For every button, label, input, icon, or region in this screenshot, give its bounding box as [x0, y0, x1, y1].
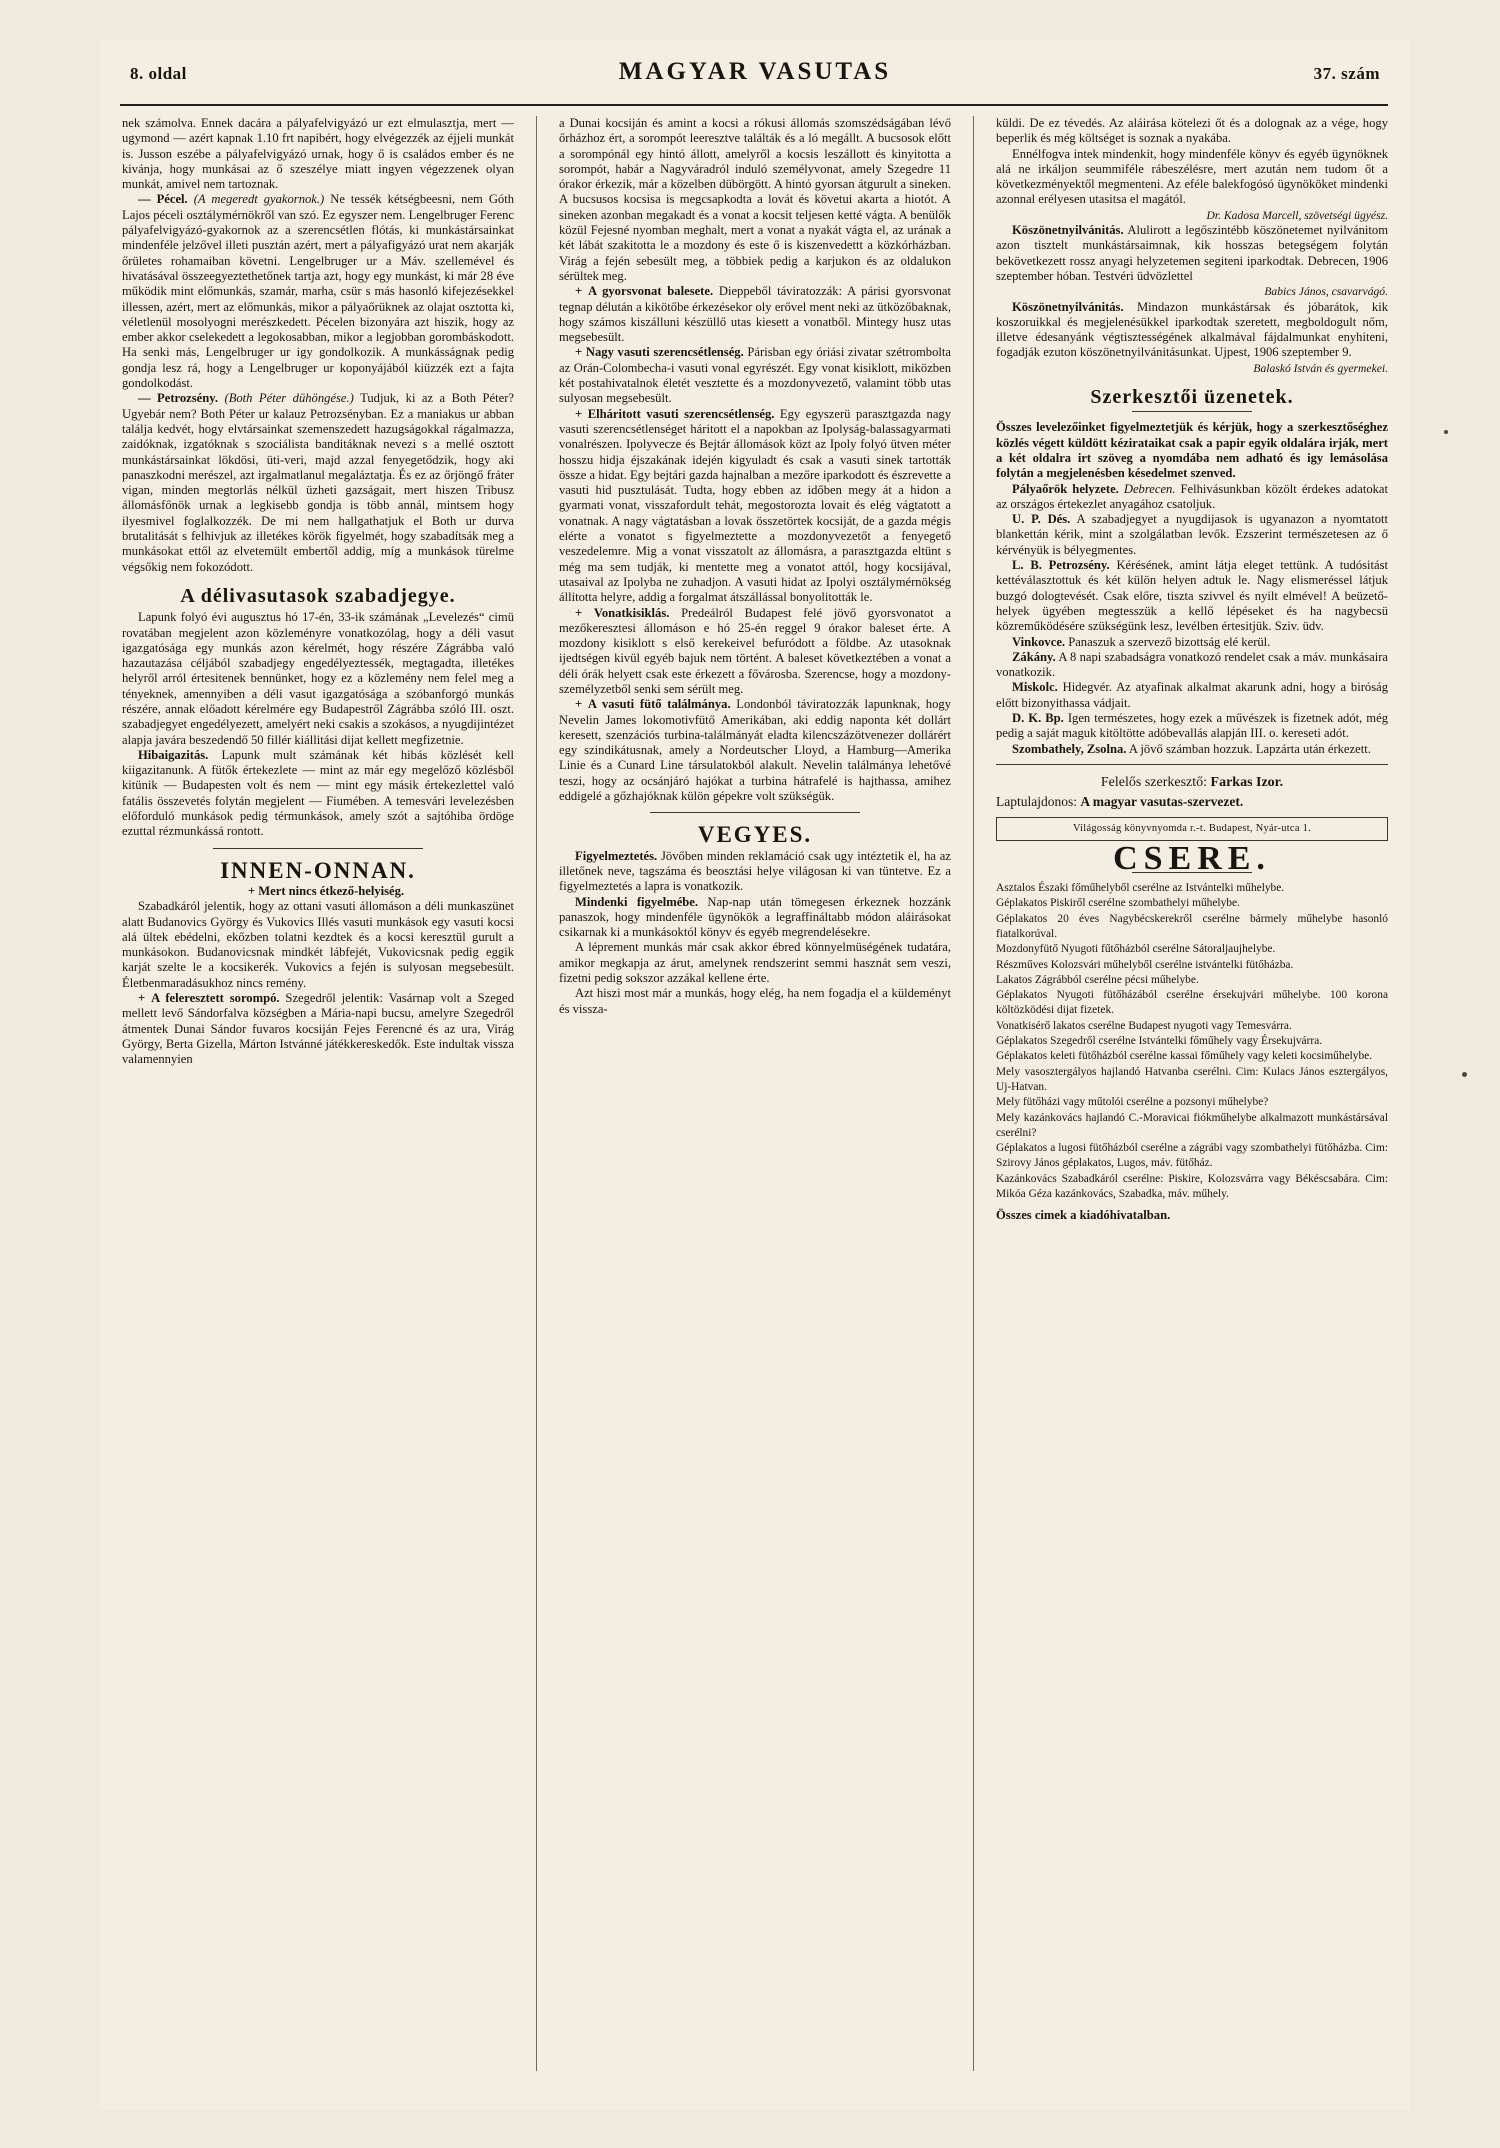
scan-speck — [1462, 1072, 1467, 1077]
responsible-editor-name: Farkas Izor. — [1210, 774, 1284, 790]
item-body: Alulirott a legőszintébb köszönetemet nyilvánitom azon tisztelt munkástársaimnak, kik hosszas betegségem folytán bekövetkezett rossz anyagi helyzetemen segiteni iparkodtak. Debrecen, 1906 szeptember hóban. Testvéri üdvözlettel — [996, 223, 1388, 283]
subsection-title: Elháritott vasuti szerencsétlenség. — [587, 406, 775, 421]
item-lead: Pályaőrök helyzete. — [1012, 481, 1119, 496]
list-item: Mozdonyfütő Nyugoti fűtőházból cserélne Sátoraljaujhelybe. — [996, 943, 1276, 956]
printer-box: Világosság könyvnyomda r.-t. Budapest, Nyár-utca 1. — [996, 817, 1388, 840]
plus-icon: + — [575, 605, 583, 620]
item-lead: Mindenki figyelmébe. — [575, 894, 699, 909]
paragraph: a Dunai kocsiján és amint a kocsi a rókusi állomás szomszédságában lévő őrházhoz ért, a sorompót leeresztve találták és a ló megállt. A bucsosok előtt a sorompónál egy hintó állott, amelyről a kocsis leszállott és kinyitotta a sorompót, habár a Nagyváradról induló személyvonat, amely Szegedre 11 órakor érkezik, már a közelben dübörgött. A hintó gyorsan átgurult a sineken. A bucsusos kocsisa is megcsapkodta a lovát és követui akarta a hiotót. A sineken azonban megakadt és a vonat a kocsit teljesen ketté vágta. A benülők közül Fejesné nyomban meghalt, mert a vonat a nyakát vágta el, az urának a két lábát szakitotta le a mozdony és este ő is kiszenvedettt a közkórházban. Virág a fején sebesült meg, a többiek pedig a karjukon és az oldalukon sérültek meg. — [559, 116, 951, 283]
item-body: Londonból táviratozzák lapunknak, hogy Nevelin James lokomotivfütő Amerikában, aki eddig naponta két dollárt keresett, szenzációs turbina-találmányát eladta kilencszázötvenezer dollárért egy szindikátusnak, amely a Nordeutscher Lloyd, a Hamburg—Amerika Linie és a Cunard Line társulatokból alakult. Nevelin találmánya lehetővé teszi, hogy az ocsánjáró hajókat a turbina hátrafelé is hajthassa, amihez eddigelé a gőzhajóknak külön gépekre volt szükségük. — [559, 697, 951, 804]
list-item: Vonatkisérő lakatos cserélne Budapest nyugoti vagy Temesvárra. — [996, 1019, 1292, 1032]
section-heading: A délivasutasok szabadjegye. — [180, 584, 456, 607]
item-body: Igen természetes, hogy ezek a művészek is fizetnek adót, még pedig a saját maguk kitöltötte adóbevallás alapján III. o. kereseti adót. — [996, 710, 1388, 741]
item-subtitle: (Both Péter dühöngése.) — [224, 391, 354, 406]
list-item: Géplakatos Piskiről cserélne szombathelyi műhelybe. — [996, 897, 1240, 910]
item-lead: Köszönetnyilvánitás. — [1012, 299, 1124, 314]
paragraph — [559, 284, 951, 345]
item-body: Predeálról Budapest felé jövő gyorsvonatot a mezőkeresztesi állomáson e hó 25-én reggel 9 órakor baleset érte. A mozdony kisiklott s első kerekeivel befuródott a földbe. Az utasoknak ijedtségen kivül egyéb bajuk nem történt. A baleset következtében a vonat a déli órák helyett csak este érkezett a fővárosba. Szerencse, hogy a mozdony-személyzetből senki sem sérült meg. — [559, 605, 951, 696]
owner-line — [996, 794, 1388, 809]
item-body: Hidegvér. Az atyafinak alkalmat akarunk adni, hogy a biróság előtt bizonyithassa vádjait. — [996, 680, 1388, 710]
plus-icon: + — [575, 697, 583, 712]
item-body: A 8 napi szabadságra vonatkozó rendelet csak a máv. munkásaira vonatkozik. — [996, 649, 1388, 680]
paragraph — [996, 558, 1388, 634]
divider — [650, 812, 860, 813]
list-item: Mely vasosztergályos hajlandó Hatvanba cserélni. Cim: Kulacs János esztergályos, Uj-Hatvan. — [996, 1065, 1388, 1093]
item-lead: — Pécel. — [138, 192, 188, 207]
paragraph — [996, 650, 1388, 681]
item-body: Párisban egy óriási zivatar szétrombolta az Orán-Colombecha-i vasuti vonal egyrészét. Egy vonat kisiklott, miközben két postahivatalnok életét vesztette és a mozdonyvezető, valamint több utas sulyosan megsebesült. — [559, 345, 951, 406]
item-lead: Köszönetnyilvánitás. — [1012, 223, 1124, 238]
item-lead: D. K. Bp. — [1012, 710, 1064, 725]
item-body: Ne tessék kétségbeesni, nem Góth Lajos péceli osztálymérnökről van szó. Ez egyszer nem. Lengelbruger Ferenc pályafelvigyázó-gyakornok az a szerencsétlen flótás, ki munkástársainkat mindenféle jelzővel illeti pusztán azért, mert a pályafigyázó urat nem akarják őrületes rohamaiban követni. Lengelbruger ur a Máv. szellemével és hivatásával összeegyeztethetőnek tartja azt, hogy egy munkást, ki már 28 éve működik mint előmunkás, szamár, marha, csür s más hasonló kifejezésekkel illessen, azért, mert az előmunkás, mikor a pályaőrüknek az olajat osztotta ki, véletlenül mosolyogni merészkedett. Pécelen bizonyára azt hiszik, hogy az ember akkor cselekedett a legokosabban, mikor a legjobban gorombáskodott. Ha senki más, Lengelbruger ur igy gondolkozik. A munkásságnak pedig gondja lesz rá, hogy a Lengelbruger ur koponyájából kiüzzék ezt a fajta gondolkodást. — [122, 192, 515, 391]
paragraph — [996, 512, 1388, 558]
subsection-title: A vasuti fütő találmánya. — [587, 697, 731, 712]
list-item: Géplakatos Szegedről cserélne Istvántelki főműhely vagy Érsekujvárra. — [996, 1035, 1323, 1048]
paragraph — [559, 895, 951, 941]
item-body: Lapunk mult számának két hibás közlését kell kiigazitanunk. A fütők értekezlete — mint az már egy megelőző közlésből kitünik — Budapesten volt és nem — mint egy másik értekezlettel való fatális összevetés folytán megjelent — Fiumében. A temesvári levelezésben előforduló munkások pedig térmunkások, amely szót a sajtóhiba ördöge ezuttal rézmunkássá rontott. — [122, 747, 514, 839]
paragraph — [559, 606, 951, 698]
responsible-editor — [996, 775, 1388, 790]
item-body: Kérésének, amint látja eleget tettünk. A tudósitást kettéválasztottuk és két külön helyen adtuk le. Nagy elismeréssel látjuk buzgó dologtevését. Csak előre, tiszta szivvel és nyilt elmével! A beüzető-helyek ügyében megtesszük a kellő lépéseket és ha nagybecsü közreműködésére szükségünk lesz, levélben értesitjük. Sziv. üdv. — [996, 558, 1388, 634]
section-heading: INNEN-ONNAN. — [220, 857, 416, 883]
paragraph — [996, 711, 1388, 742]
issue-number-right: 37. szám — [1313, 64, 1380, 83]
scan-speck — [1444, 430, 1448, 434]
column-2 — [559, 116, 951, 2076]
list-item: Részműves Kolozsvári műhelyből cserélne istvántelki fütőházba. — [996, 958, 1294, 971]
plus-icon: + — [247, 883, 256, 898]
subsection-heading — [122, 884, 514, 899]
subsection-title: A gyorsvonat balesete. — [587, 284, 714, 299]
paragraph — [122, 391, 514, 575]
column-3 — [996, 116, 1388, 2076]
owner-label: Laptulajdonos: — [996, 794, 1077, 810]
item-body: A szabadjegyet a nyugdijasok is ugyanazon a nyomtatott blankettán kérik, mint a szolgálatban levők. Ezszerint természetesen az ő kérvényük is bélyegmentes. — [996, 512, 1388, 557]
item-subtitle: (A megeredt gyakornok.) — [193, 192, 325, 207]
list-item: Géplakatos keleti fütőházból cserélne kassai főműhely vagy keleti kocsiműhelybe. — [996, 1050, 1373, 1063]
item-body: Mindazon munkástársak és jóbarátok, kik koszoruikkal és megjelenésükkel iparkodtak szeretett, megboldogult nőm, illetve édesanyánk végtisztességének alkalmával fájdalmunkat enyhiteni, fogadják ezuton köszönetnyilvánitásunkat. Ujpest, 1906 szeptember 9. — [996, 299, 1388, 360]
item-body: Felhivásunkban közölt érdekes adatokat az országos értekezlet anyagához csatoljuk. — [996, 481, 1388, 511]
list-item: Géplakatos Nyugoti fütőházából cserélne érsekujvári műhelybe. 100 korona költözködési dijat fizetek. — [996, 989, 1388, 1017]
paragraph — [559, 407, 951, 606]
list-item: Géplakatos a lugosi fütőházból cserélne a zágrábi vagy szombathelyi fütőházba. Cim: Szirovy János géplakatos, Lugos, máv. fütőház. — [996, 1142, 1388, 1170]
item-lead: Szombathely, Zsolna. — [1012, 741, 1127, 756]
column-divider-1 — [536, 116, 537, 2071]
item-body: Tudjuk, ki az a Both Péter? Ugyebár nem? Both Péter ur kalauz Petrozsényban. Ez a maniakus ur abban találja kedvét, hogy elvtársainkat szemenszedett hazugságokkal rágalmazza, zaidóknak, izgatóknak s szociálista banditáknak nevezi s a mellé osztott munkástársainkat lökdösi, üti-veri, majd azzal fenyegetődzik, hogy aki panaszkodni merészel, azt irgalmatlanul megaláztatja. És ez az őrjöngő fráter vigan, minden megtorlás nélkül üzheti gazságait, mert hiszen Tribusz állomásfőnök urnak a legkisebb gondja is több annál, mintsem hogy ilyesmivel foglalkozzék. De mi nem hallgathatjuk el Both ur durva brutalitását s felhivjuk az illetékes körök figyelmét, hogy szabadítsák meg a munkásokat ettől az elvetemült embertől addig, míg a munkások türelme végsőkig nem fokozódott. — [122, 391, 514, 574]
subsection-title: Vonatkisiklás. — [593, 605, 670, 620]
page-number-left: 8. oldal — [130, 64, 187, 83]
list-item: Asztalos Északi főműhelyből cserélne az Istvántelki műhelybe. — [996, 882, 1285, 895]
item-body: Dieppeből táviratozzák: A párisi gyorsvonat tegnap délután a kikötőbe érkezésekor oly erővel ment neki az ütközőbaknak, hogy számos kiszálluni készüllő utas kiesett a vonatből. Mintegy husz utas megsebesült. — [559, 284, 951, 345]
plus-icon: + — [575, 345, 583, 360]
column-divider-2 — [973, 116, 974, 2071]
item-body: Szegedről jelentik: Vasárnap volt a Szeged mellett levő Sándorfalva községben a Mária-napi bucsu, amelyre Szegedről átmentek Dunai Sándor fuvaros kocsiján Fejes Ferencné és az ura, Virág György, Berta Gizella, Márton Istvánné játékkereskedők. Este indultak vissza valamennyien — [122, 991, 514, 1067]
paragraph: Azt hiszi most már a munkás, hogy elég, ha nem fogadja el a küldeményt és vissza- — [559, 986, 951, 1016]
subsection-title: A feleresztett sorompó. — [151, 991, 280, 1006]
paragraph: A léprement munkás már csak akkor ébred könnyelmüségének tudatára, amikor megkapja az árut, amelynek rendszerint semmi hasznát sem veszi, fizetni pedig sokszor azzákal kellene érte. — [559, 940, 951, 986]
paragraph: Szabadkáról jelentik, hogy az ottani vasuti állomáson a déli munkaszünet alatt Budanovics György és Vukovics Illés vasuti munkások egy vasuti kocsi alá ültek ebédelni, ekőzben tolatni kezdtek és a kocsi keresztül gurult a munkásokon. Budanovicsnak mindkét lábfejét, Vukovicsnak pedig eggik karját szelte le a kocsikerék. Vukovics a fején is sulyosan megsebesült. Életbenmaradásukhoz nincs remény. — [122, 899, 514, 990]
editor-notice: Összes levelezőinket figyelmeztetjük és kérjük, hogy a szerkesztőséghez közlés végett küldött kézirataikat csak a papir egyik oldalára irják, mert a két oldalra irt szöveg a nyomdába nem adható és igy lemásolása folytán a megjelenésben késedelmet szenved. — [996, 420, 1388, 481]
masthead — [130, 58, 1380, 100]
section-heading: Szerkesztői üzenetek. — [1090, 386, 1294, 409]
item-body: Jövőben minden reklamáció csak ugy intéztetik el, ha az illetőnek neve, tagszáma és beosztási helye világosan ki van tüntetve. Ez a figyelmeztetés a lapra is vonatkozik. — [559, 848, 951, 894]
paragraph — [122, 748, 514, 840]
ads-footer: Összes cimek a kiadóhivatalban. — [996, 1208, 1171, 1223]
divider — [996, 764, 1388, 765]
list-item: Kazánkovács Szabadkáról cserélne: Piskire, Kolozsvárra vagy Békéscsabára. Cim: Mikóa Géza kazánkovács, Szabadka, máv. műhely. — [996, 1172, 1388, 1200]
paragraph: nek számolva. Ennek dacára a pályafelvigyázó ur ezt elmulasztja, mert — ugymond — azért kapnak 1.10 frt napibért, hogy elvégezzék az éjjeli munkát is. Jusson eszébe a pályafelvigyázó urnak, hogy ő is családos ember és ne kivánja, hogy munkásai az ő szeszélye miatt ingyen végezzenek olyan munkát, amivel nem tartoznak. — [122, 116, 514, 192]
item-lead: Hibaigazitás. — [138, 747, 209, 762]
item-body: A jövő számban hozzuk. Lapzárta után érkezett. — [1126, 741, 1371, 756]
list-item: Mely kazánkovács hajlandó C.-Moravicai fiókműhelybe alkalmazott munkástársával cserélni? — [996, 1111, 1388, 1139]
divider — [213, 848, 423, 849]
item-lead: U. P. Dés. — [1012, 512, 1071, 527]
item-place: Debrecen. — [1123, 481, 1176, 496]
section-heading: VEGYES. — [697, 822, 813, 848]
paragraph — [559, 697, 951, 804]
paragraph — [996, 482, 1388, 513]
item-lead: Vinkovce. — [1012, 634, 1066, 649]
paragraph — [996, 680, 1388, 711]
paragraph — [996, 223, 1388, 284]
signature: Dr. Kadosa Marcell, szövetségi ügyész. — [1206, 208, 1388, 222]
column-1 — [122, 116, 514, 2076]
item-body: Nap-nap után tömegesen érkeznek hozzánk panaszok, hogy mindenféle ügynökök a legraffináltabb módon aláirásokat csikarnak ki a munkásoktól könyv és egyéb megrendelésekre. — [559, 894, 951, 940]
item-body: Egy egyszerü parasztgazda nagy vasuti szerencsétlenséget háritott el a napokban az Ipolyság-balassagyarmati vonalrészen. Ipolyvecze és Bejtár állomások közt az Ipoly folyó ütven méter hosszu hidja éjszakának idején kigyuladt és csak a vasuti sinek tartották össze a hidat. Egy bejtári gazda hajnalban a mezőre iparkodott és észrevette a vasuti hid pusztulását. Tudta, hogy ebben az időben megy át a hidon a gyarmati vonat, visszafordult tehát, megostorozta lovait és elég vágtatott a vonatnak. A nagy vágtatásban a lovak összetörtek kocsiját, de a gazda mégis elérte a vonatot s figyelmeztette a mozdonyvezetőt a fenyegető veszedelemre. Mig a vonat visszatolt az állomásra, a parasztgazda eltünt s még ma sem tudják, ki mentette meg a vonatot attól, hogy kocsijával, utasaival az Ipolyba ne zuhadjon. A vasuti hidat az Ipolyi osztálymérnökség állitotta helyre, addig a forgalmat átszállással bonyolitották le. — [559, 406, 951, 605]
list-item: Mely fütőházi vagy műtolói cserélne a pozsonyi műhelybe? — [996, 1096, 1269, 1109]
csere-heading: CSERE. — [1113, 839, 1271, 877]
paragraph: Lapunk folyó évi augusztus hó 17-én, 33-ik számának „Levelezés“ cimü rovatában megjelent azon közleményre vonatkozólag, hogy a déli vasut igazgatósága egy munkás azon kérelmét, hogy részére Zágrábba való hazautazása céljából szabadjegy engedélyeztessék, megtagadta, illetékes helyről arról értesitenek bennünket, hogy ez a közlemény nem felel meg a tényeknek, amennyiben a déli vasut igazgatósága a szóbanforgó munkás részére, annak előadott kérelmére egy Budapestről Zágrábba szóló III. oszt. szabadjegyet engedélyezett, amelyért neki csakis a szokásos, a nyugdijintézet alapja javára beszedendő 50 fillér kiállitási dijat kellett megfizetnie. — [122, 610, 514, 747]
owner-name: A magyar vasutas-szervezet. — [1080, 794, 1244, 810]
list-item: Géplakatos 20 éves Nagybécskerekről cserélne bármely műhelybe hasonló fiatalkorúval. — [996, 912, 1388, 940]
paragraph — [559, 345, 951, 406]
item-body: Panaszuk a szervező bizottság elé kerül. — [1065, 634, 1271, 649]
paragraph — [996, 635, 1388, 650]
paragraph — [122, 991, 514, 1067]
item-lead: L. B. Petrozsény. — [1012, 558, 1110, 573]
list-item: Lakatos Zágrábból cserélne pécsi műhelybe. — [996, 973, 1199, 986]
plus-icon: + — [575, 284, 583, 299]
paragraph: Ennélfogva intek mindenkit, hogy mindenféle könyv és egyéb ügynöknek alá ne irkáljon seummiféle rábeszélésre, mert azután nem tudom őt a következményektől megmenteni. Az eféle balekfogósó ügynököket mindenki azonnal erélyesen utasitsa el magától. — [996, 146, 1388, 207]
paragraph — [559, 849, 951, 895]
signature: Babics János, csavarvágó. — [1264, 285, 1388, 299]
responsible-editor-label: Felelős szerkesztő: — [1100, 774, 1208, 790]
columns-container — [122, 116, 1388, 2076]
paragraph: küldi. De ez tévedés. Az aláirása kötelezi őt és a dolognak az a vége, hogy beperlik és még költséget is soznak a nyakába. — [996, 116, 1388, 146]
newspaper-title: MAGYAR VASUTAS — [618, 58, 892, 85]
subsection-title: Mert nincs étkező-helyiség. — [258, 883, 405, 898]
paragraph — [122, 192, 514, 391]
item-lead: Figyelmeztetés. — [575, 848, 658, 863]
plus-icon: + — [138, 991, 146, 1006]
paragraph — [996, 300, 1388, 361]
plus-icon: + — [575, 406, 583, 421]
item-lead: — Petrozsény. — [138, 391, 219, 406]
masthead-rule — [120, 104, 1388, 106]
item-lead: Miskolc. — [1012, 680, 1058, 695]
subsection-title: Nagy vasuti szerencsétlenség. — [585, 345, 744, 360]
paragraph — [996, 742, 1388, 757]
divider — [1132, 411, 1252, 412]
item-lead: Zákány. — [1012, 649, 1056, 664]
signature: Balaskó István és gyermekei. — [1253, 361, 1388, 375]
